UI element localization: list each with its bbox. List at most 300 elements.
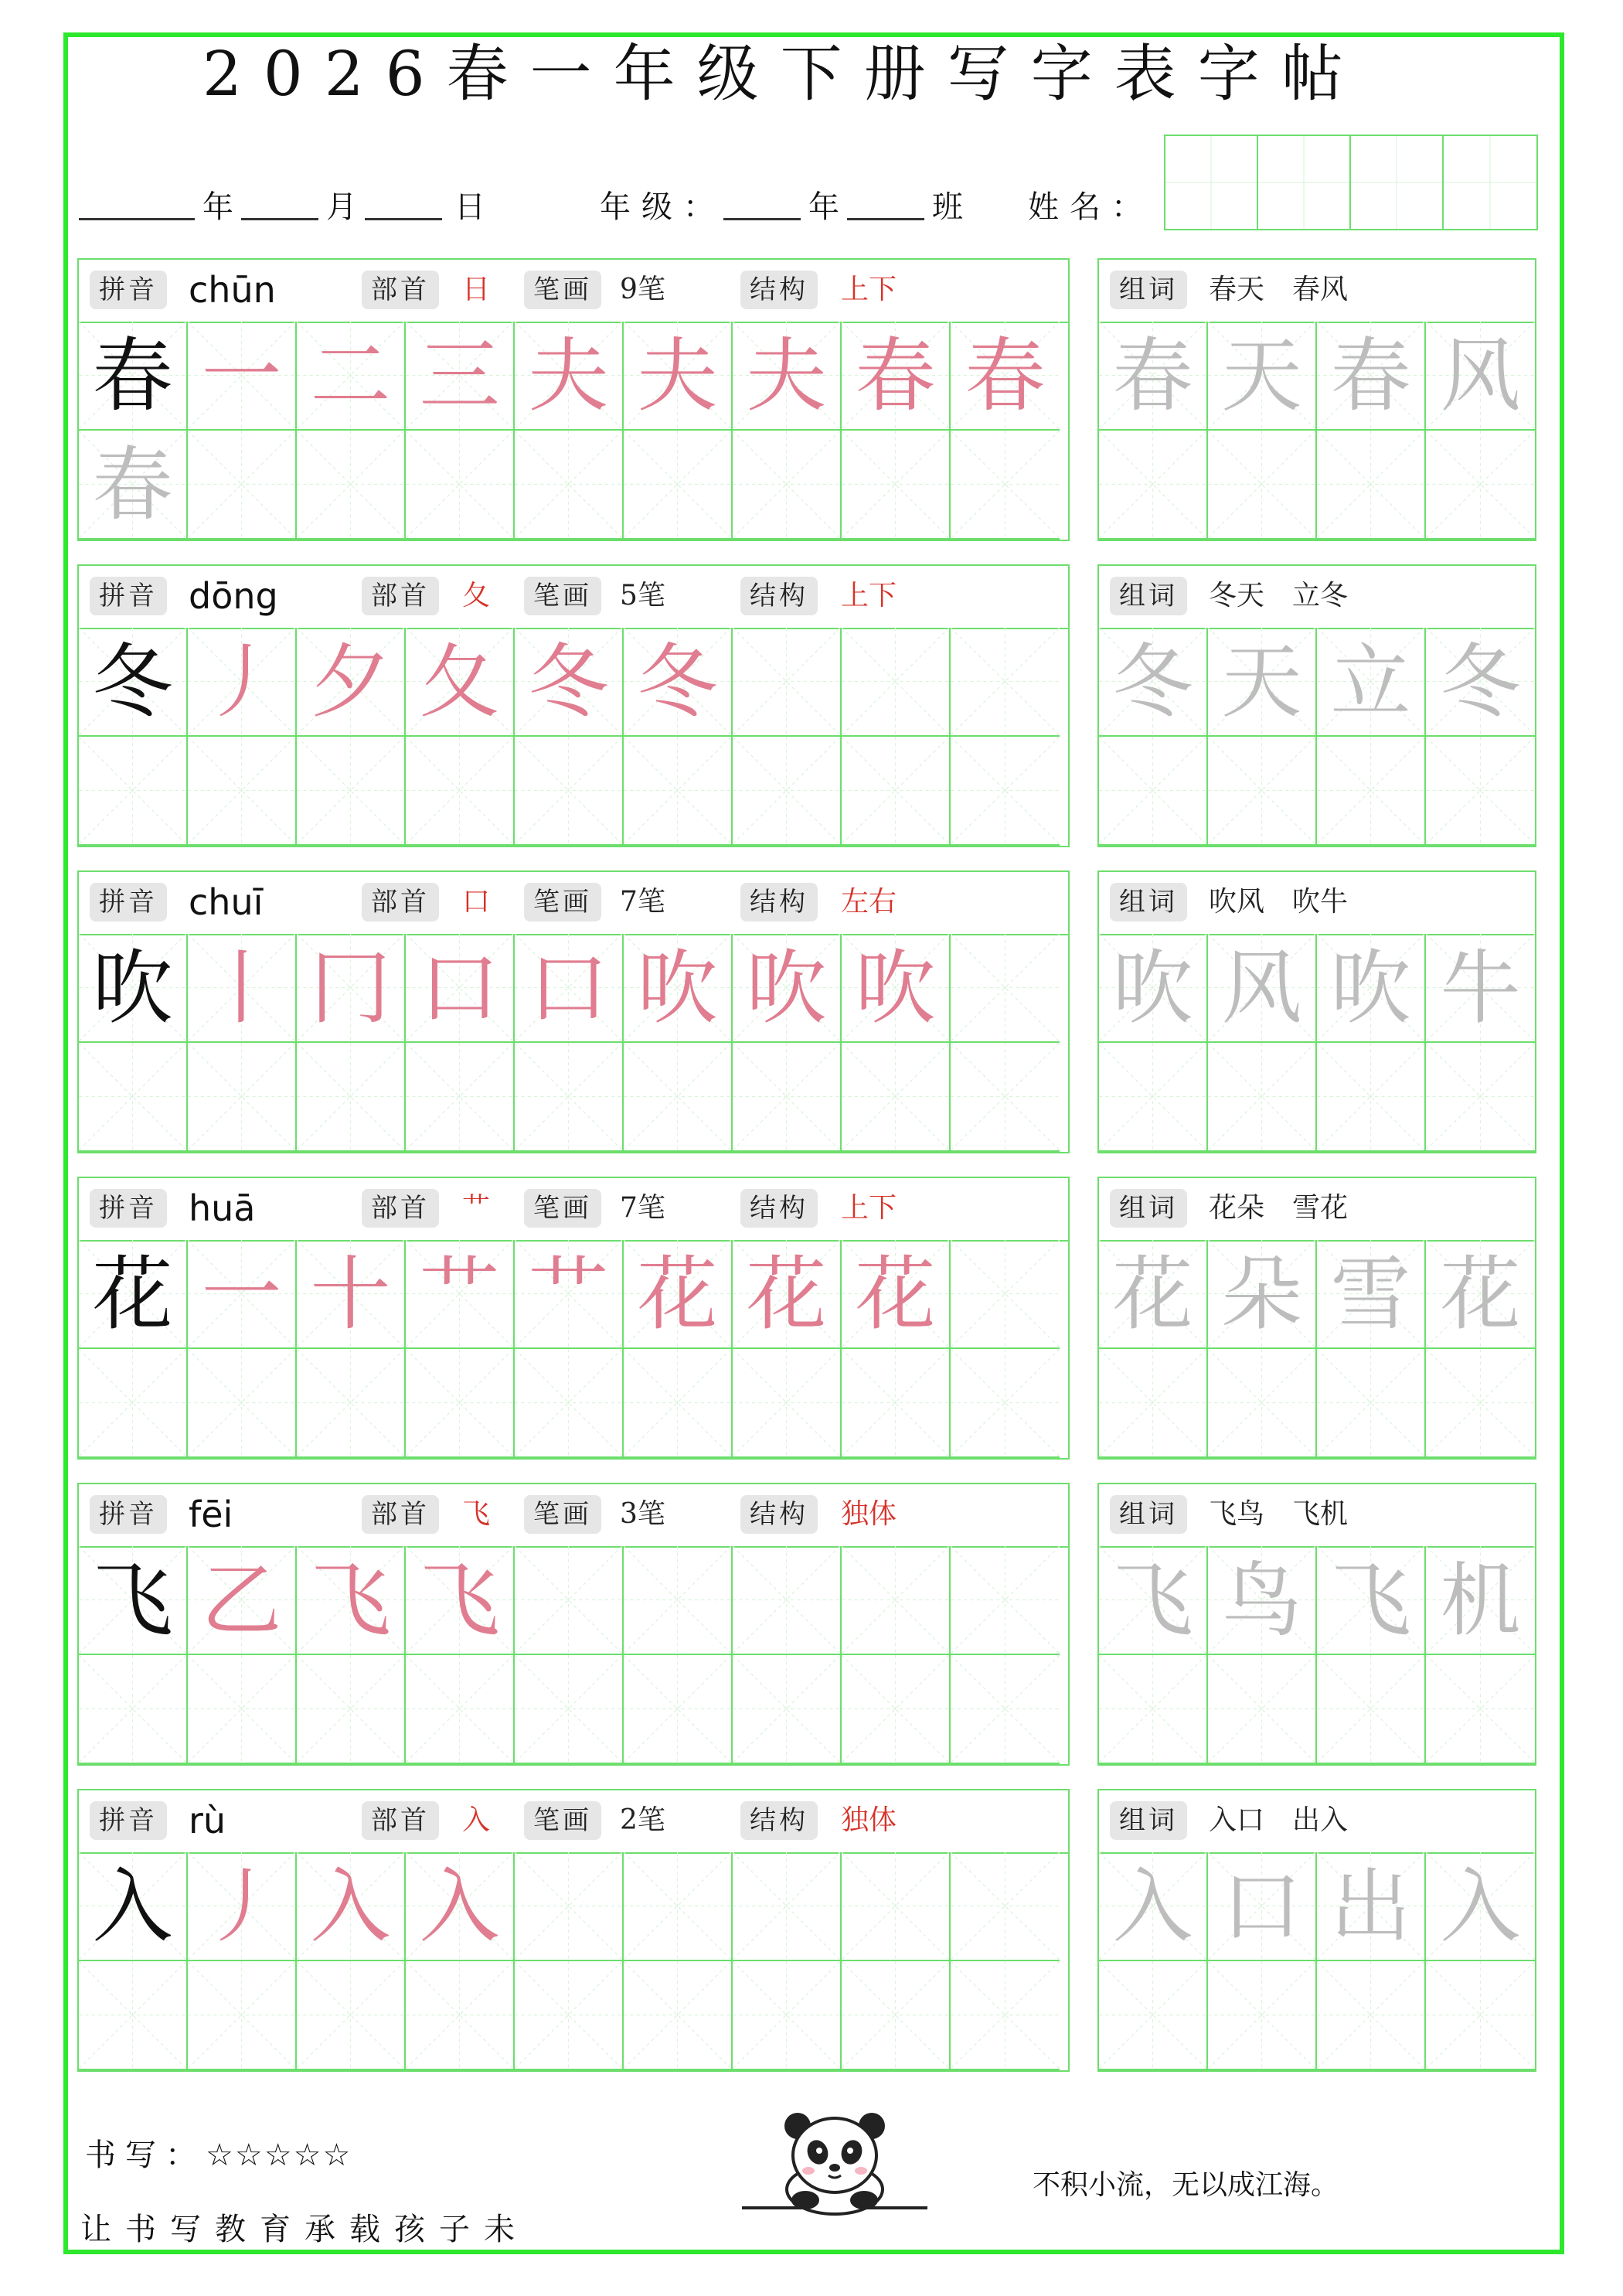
- words-value: 花朵 雪花: [1209, 1192, 1349, 1224]
- word-card: [1097, 1177, 1536, 1460]
- words-tag: 组词: [1110, 1189, 1187, 1228]
- radical-tag: 部首: [362, 1495, 439, 1534]
- word-practice-cell[interactable]: [1426, 1655, 1535, 1764]
- stroke-step-cell[interactable]: [515, 1546, 624, 1655]
- practice-cell[interactable]: [842, 431, 951, 540]
- practice-cell[interactable]: [733, 1349, 842, 1458]
- glyph: 朵: [1221, 1246, 1302, 1341]
- stroke-step-cell[interactable]: [842, 322, 951, 431]
- words-value: 春天 春风: [1209, 274, 1349, 305]
- word-practice-cell[interactable]: [1317, 1349, 1426, 1458]
- glyph: 牛: [1440, 940, 1521, 1035]
- stroke-row: [79, 1240, 1060, 1349]
- practice-row: [79, 1961, 1060, 2070]
- glyph: 天: [1221, 328, 1302, 423]
- word-practice-cell[interactable]: [1317, 431, 1426, 540]
- glyph: 吹: [855, 940, 936, 1035]
- strokes-tag: 笔画: [524, 1495, 601, 1534]
- word-practice-cell[interactable]: [1208, 1349, 1317, 1458]
- glyph: 天: [1221, 634, 1302, 729]
- grade-year-blank[interactable]: [723, 218, 801, 220]
- structure-value: 独体: [841, 1498, 897, 1530]
- name-cell[interactable]: [1165, 136, 1258, 229]
- glyph: 夕: [310, 634, 391, 729]
- stroke-step-cell[interactable]: [188, 322, 297, 431]
- practice-cell[interactable]: [733, 1655, 842, 1764]
- practice-cell[interactable]: [79, 1961, 188, 2070]
- words-value: 吹风 吹牛: [1209, 886, 1349, 918]
- glyph: 三: [419, 328, 500, 423]
- words-tag: 组词: [1110, 1495, 1187, 1534]
- practice-cell[interactable]: [624, 431, 733, 540]
- word-trace-row: [1099, 934, 1535, 1043]
- practice-cell[interactable]: [297, 1349, 406, 1458]
- words-tag: 组词: [1110, 1801, 1187, 1840]
- practice-cell[interactable]: [297, 431, 406, 540]
- practice-cell[interactable]: [297, 1043, 406, 1152]
- glyph: 雪: [1330, 1246, 1411, 1341]
- words-tag: 组词: [1110, 883, 1187, 921]
- word-practice-row: [1099, 1961, 1535, 2070]
- radical-tag: 部首: [362, 883, 439, 921]
- char-card: [77, 258, 1070, 541]
- practice-cell[interactable]: [406, 1043, 515, 1152]
- practice-cell[interactable]: [515, 431, 624, 540]
- stroke-step-cell[interactable]: [951, 322, 1060, 431]
- model-char-cell[interactable]: [79, 1546, 188, 1655]
- glyph: 冬: [92, 634, 173, 729]
- stroke-row: [79, 934, 1060, 1043]
- month-label: 月: [326, 189, 368, 225]
- model-char-cell[interactable]: [79, 1852, 188, 1961]
- word-trace-cell[interactable]: [1208, 628, 1317, 737]
- word-trace-cell[interactable]: [1426, 1852, 1535, 1961]
- glyph: 夫: [528, 328, 609, 423]
- word-practice-cell[interactable]: [1099, 737, 1208, 846]
- glyph: 春: [92, 328, 173, 423]
- grade-label: 年级：: [600, 189, 725, 225]
- word-trace-cell[interactable]: [1208, 1546, 1317, 1655]
- word-trace-cell[interactable]: [1099, 322, 1208, 431]
- char-info: [79, 566, 1068, 629]
- word-practice-cell[interactable]: [1426, 1043, 1535, 1152]
- char-info: [79, 1790, 1068, 1854]
- word-practice-cell[interactable]: [1317, 737, 1426, 846]
- structure-value: 上下: [841, 274, 897, 305]
- word-practice-cell[interactable]: [1099, 1655, 1208, 1764]
- word-practice-cell[interactable]: [1426, 431, 1535, 540]
- word-practice-cell[interactable]: [1099, 431, 1208, 540]
- radical-tag: 部首: [362, 271, 439, 309]
- stroke-step-cell[interactable]: [406, 628, 515, 737]
- word-info: [1099, 1484, 1535, 1548]
- practice-cell[interactable]: [188, 1043, 297, 1152]
- glyph: 入: [92, 1858, 173, 1954]
- practice-cell[interactable]: [297, 1961, 406, 2070]
- glyph: 风: [1440, 328, 1521, 423]
- stroke-step-cell[interactable]: [624, 934, 733, 1043]
- practice-cell[interactable]: [188, 431, 297, 540]
- word-practice-cell[interactable]: [1317, 1961, 1426, 2070]
- glyph: 春: [92, 437, 173, 532]
- word-practice-cell[interactable]: [1208, 1961, 1317, 2070]
- stroke-step-cell[interactable]: [406, 1546, 515, 1655]
- word-trace-cell[interactable]: [1426, 934, 1535, 1043]
- char-info: [79, 1484, 1068, 1548]
- stroke-step-cell[interactable]: [406, 1852, 515, 1961]
- month-blank[interactable]: [241, 218, 318, 220]
- word-trace-cell[interactable]: [1099, 1240, 1208, 1349]
- stroke-step-cell[interactable]: [297, 628, 406, 737]
- glyph: 飞: [310, 1552, 391, 1647]
- strokes-tag: 笔画: [524, 1801, 601, 1840]
- practice-cell[interactable]: [406, 737, 515, 846]
- stroke-step-cell[interactable]: [842, 1852, 951, 1961]
- pinyin-value: rù: [189, 1800, 226, 1841]
- practice-cell[interactable]: [515, 737, 624, 846]
- grade-class-blank[interactable]: [847, 218, 924, 220]
- structure-value: 上下: [841, 1192, 897, 1224]
- glyph: 丿: [201, 1858, 282, 1954]
- glyph: 一: [201, 1246, 282, 1341]
- word-info: [1099, 260, 1535, 323]
- word-trace-cell[interactable]: [1208, 1240, 1317, 1349]
- glyph: 艹: [419, 1246, 500, 1341]
- stroke-step-cell[interactable]: [733, 628, 842, 737]
- glyph: 花: [92, 1246, 173, 1341]
- practice-cell[interactable]: [79, 1349, 188, 1458]
- stroke-step-cell[interactable]: [188, 1546, 297, 1655]
- stroke-step-cell[interactable]: [842, 628, 951, 737]
- stroke-step-cell[interactable]: [406, 934, 515, 1043]
- stroke-step-cell[interactable]: [951, 1240, 1060, 1349]
- stroke-step-cell[interactable]: [515, 628, 624, 737]
- radical-value: 飞: [462, 1498, 491, 1530]
- stroke-step-cell[interactable]: [515, 322, 624, 431]
- practice-cell[interactable]: [951, 1043, 1060, 1152]
- practice-cell[interactable]: [951, 737, 1060, 846]
- grade-year-label: 年: [808, 189, 850, 225]
- word-practice-cell[interactable]: [1208, 1655, 1317, 1764]
- practice-cell[interactable]: [79, 1655, 188, 1764]
- word-trace-cell[interactable]: [1426, 1240, 1535, 1349]
- stroke-step-cell[interactable]: [188, 1240, 297, 1349]
- strokes-value: 2笔: [620, 1804, 665, 1836]
- grade-class-label: 班: [932, 189, 974, 225]
- model-char-cell[interactable]: [79, 1240, 188, 1349]
- practice-row: [79, 1043, 1060, 1152]
- word-trace-cell[interactable]: [1099, 628, 1208, 737]
- stroke-step-cell[interactable]: [297, 1546, 406, 1655]
- word-card: [1097, 1483, 1536, 1766]
- practice-cell[interactable]: [624, 1655, 733, 1764]
- glyph: 吹: [1112, 940, 1193, 1035]
- practice-cell[interactable]: [406, 1961, 515, 2070]
- glyph: 花: [746, 1246, 827, 1341]
- glyph: 机: [1440, 1552, 1521, 1647]
- stroke-step-cell[interactable]: [188, 934, 297, 1043]
- strokes-value: 9笔: [620, 274, 665, 305]
- radical-tag: 部首: [362, 1801, 439, 1840]
- stroke-step-cell[interactable]: [188, 1852, 297, 1961]
- pinyin-value: huā: [189, 1187, 256, 1229]
- word-info: [1099, 1790, 1535, 1854]
- stroke-step-cell[interactable]: [297, 934, 406, 1043]
- word-trace-cell[interactable]: [1317, 1240, 1426, 1349]
- word-info: [1099, 1178, 1535, 1242]
- motto: 不积小流，无以成江海。: [1033, 2169, 1339, 2201]
- glyph: 飞: [1330, 1552, 1411, 1647]
- glyph: 冬: [528, 634, 609, 729]
- pinyin-tag: 拼音: [90, 1801, 167, 1840]
- practice-cell[interactable]: [842, 1961, 951, 2070]
- word-card: [1097, 1789, 1536, 2072]
- word-practice-cell[interactable]: [1426, 1349, 1535, 1458]
- word-practice-cell[interactable]: [1208, 431, 1317, 540]
- day-blank[interactable]: [365, 218, 442, 220]
- strokes-value: 3笔: [620, 1498, 665, 1530]
- radical-value: 艹: [462, 1192, 491, 1224]
- stroke-step-cell[interactable]: [624, 1240, 733, 1349]
- word-trace-cell[interactable]: [1208, 934, 1317, 1043]
- word-practice-cell[interactable]: [1208, 737, 1317, 846]
- glyph: 丨: [201, 940, 282, 1035]
- glyph: 冂: [310, 940, 391, 1035]
- words-value: 冬天 立冬: [1209, 580, 1349, 611]
- page-title: 2026春一年级下册写字表字帖: [202, 38, 1365, 110]
- structure-tag: 结构: [740, 577, 818, 615]
- practice-cell[interactable]: [842, 737, 951, 846]
- word-practice-cell[interactable]: [1099, 1043, 1208, 1152]
- stroke-step-cell[interactable]: [733, 934, 842, 1043]
- glyph: 乙: [201, 1552, 282, 1647]
- practice-row: [79, 1655, 1060, 1764]
- word-trace-row: [1099, 1546, 1535, 1655]
- word-trace-cell[interactable]: [1317, 1852, 1426, 1961]
- pinyin-value: fēi: [189, 1494, 233, 1535]
- words-tag: 组词: [1110, 577, 1187, 615]
- stroke-step-cell[interactable]: [951, 628, 1060, 737]
- word-trace-cell[interactable]: [1099, 1852, 1208, 1961]
- structure-value: 上下: [841, 580, 897, 611]
- model-char-cell[interactable]: [79, 934, 188, 1043]
- practice-cell[interactable]: [515, 1043, 624, 1152]
- word-practice-cell[interactable]: [1317, 1043, 1426, 1152]
- word-trace-row: [1099, 1240, 1535, 1349]
- glyph: 吹: [1330, 940, 1411, 1035]
- glyph: 夫: [746, 328, 827, 423]
- word-trace-cell[interactable]: [1099, 934, 1208, 1043]
- model-char-cell[interactable]: [79, 628, 188, 737]
- stroke-step-cell[interactable]: [733, 1240, 842, 1349]
- char-info: [79, 1178, 1068, 1242]
- glyph: 入: [419, 1858, 500, 1954]
- stroke-step-cell[interactable]: [951, 934, 1060, 1043]
- radical-value: 日: [462, 274, 491, 305]
- word-practice-cell[interactable]: [1099, 1961, 1208, 2070]
- glyph: 冬: [637, 634, 718, 729]
- rating-stars[interactable]: ☆☆☆☆☆: [206, 2138, 352, 2173]
- stroke-step-cell[interactable]: [624, 322, 733, 431]
- stroke-step-cell[interactable]: [842, 1546, 951, 1655]
- practice-cell[interactable]: [79, 1043, 188, 1152]
- rating-label: 书写：: [85, 2138, 206, 2173]
- name-cell[interactable]: [1258, 136, 1351, 229]
- glyph: 鸟: [1221, 1552, 1302, 1647]
- practice-cell[interactable]: [297, 737, 406, 846]
- stroke-step-cell[interactable]: [733, 1546, 842, 1655]
- word-practice-cell[interactable]: [1426, 1961, 1535, 2070]
- practice-cell[interactable]: [951, 1655, 1060, 1764]
- word-practice-row: [1099, 431, 1535, 540]
- structure-tag: 结构: [740, 1189, 818, 1228]
- name-grid[interactable]: [1164, 135, 1538, 230]
- practice-cell[interactable]: [842, 1655, 951, 1764]
- stroke-step-cell[interactable]: [188, 628, 297, 737]
- stroke-step-cell[interactable]: [515, 1240, 624, 1349]
- glyph: 艹: [528, 1246, 609, 1341]
- word-trace-cell[interactable]: [1317, 628, 1426, 737]
- pinyin-tag: 拼音: [90, 271, 167, 309]
- practice-cell[interactable]: [951, 1961, 1060, 2070]
- pinyin-tag: 拼音: [90, 577, 167, 615]
- strokes-tag: 笔画: [524, 577, 601, 615]
- stroke-row: [79, 628, 1060, 737]
- practice-cell[interactable]: [733, 737, 842, 846]
- word-practice-cell[interactable]: [1099, 1349, 1208, 1458]
- glyph: 冬: [1112, 634, 1193, 729]
- glyph: 吹: [92, 940, 173, 1035]
- stroke-step-cell[interactable]: [406, 322, 515, 431]
- char-card: [77, 564, 1070, 847]
- practice-cell[interactable]: [515, 1961, 624, 2070]
- stroke-step-cell[interactable]: [406, 1240, 515, 1349]
- name-label: 姓名：: [1028, 189, 1153, 225]
- glyph: 十: [310, 1246, 391, 1341]
- glyph: 入: [310, 1858, 391, 1954]
- word-trace-cell[interactable]: [1426, 628, 1535, 737]
- word-practice-cell[interactable]: [1426, 737, 1535, 846]
- practice-cell[interactable]: [79, 737, 188, 846]
- practice-cell[interactable]: [188, 1655, 297, 1764]
- practice-cell[interactable]: [515, 1655, 624, 1764]
- word-card: [1097, 870, 1536, 1153]
- glyph: 花: [855, 1246, 936, 1341]
- strokes-tag: 笔画: [524, 1189, 601, 1228]
- glyph: 春: [1112, 328, 1193, 423]
- name-cell[interactable]: [1444, 136, 1536, 229]
- word-practice-row: [1099, 1043, 1535, 1152]
- radical-tag: 部首: [362, 577, 439, 615]
- practice-cell[interactable]: [624, 1349, 733, 1458]
- word-practice-cell[interactable]: [1208, 1043, 1317, 1152]
- stroke-step-cell[interactable]: [842, 1240, 951, 1349]
- word-trace-cell[interactable]: [1099, 1546, 1208, 1655]
- stroke-step-cell[interactable]: [297, 1852, 406, 1961]
- practice-cell[interactable]: [406, 1349, 515, 1458]
- stroke-step-cell[interactable]: [624, 1546, 733, 1655]
- practice-cell[interactable]: [188, 737, 297, 846]
- word-trace-cell[interactable]: [1208, 322, 1317, 431]
- practice-cell[interactable]: [951, 431, 1060, 540]
- stroke-step-cell[interactable]: [951, 1546, 1060, 1655]
- practice-cell[interactable]: [951, 1349, 1060, 1458]
- char-card: [77, 1789, 1070, 2072]
- word-trace-cell[interactable]: [1317, 1546, 1426, 1655]
- radical-value: 口: [462, 886, 491, 918]
- word-practice-row: [1099, 1349, 1535, 1458]
- stroke-step-cell[interactable]: [733, 322, 842, 431]
- strokes-tag: 笔画: [524, 271, 601, 309]
- word-trace-cell[interactable]: [1317, 934, 1426, 1043]
- practice-cell[interactable]: [733, 1961, 842, 2070]
- glyph: 夂: [419, 634, 500, 729]
- word-trace-cell[interactable]: [1208, 1852, 1317, 1961]
- word-trace-row: [1099, 1852, 1535, 1961]
- practice-row: [79, 737, 1060, 846]
- glyph: 吹: [746, 940, 827, 1035]
- words-value: 入口 出入: [1209, 1804, 1349, 1836]
- practice-cell[interactable]: [406, 1655, 515, 1764]
- stroke-step-cell[interactable]: [515, 1852, 624, 1961]
- practice-cell[interactable]: [188, 1961, 297, 2070]
- name-cell[interactable]: [1351, 136, 1444, 229]
- practice-cell[interactable]: [624, 1043, 733, 1152]
- stroke-step-cell[interactable]: [842, 934, 951, 1043]
- practice-cell[interactable]: [842, 1349, 951, 1458]
- glyph: 口: [419, 940, 500, 1035]
- structure-value: 独体: [841, 1804, 897, 1836]
- stroke-step-cell[interactable]: [951, 1852, 1060, 1961]
- year-blank[interactable]: [79, 218, 195, 220]
- model-char-cell[interactable]: [79, 322, 188, 431]
- practice-cell[interactable]: [79, 431, 188, 540]
- stroke-step-cell[interactable]: [624, 628, 733, 737]
- stroke-step-cell[interactable]: [624, 1852, 733, 1961]
- practice-cell[interactable]: [624, 737, 733, 846]
- practice-cell[interactable]: [733, 431, 842, 540]
- practice-cell[interactable]: [188, 1349, 297, 1458]
- word-trace-cell[interactable]: [1317, 322, 1426, 431]
- practice-cell[interactable]: [297, 1655, 406, 1764]
- practice-cell[interactable]: [406, 431, 515, 540]
- glyph: 飞: [419, 1552, 500, 1647]
- structure-tag: 结构: [740, 271, 818, 309]
- stroke-step-cell[interactable]: [297, 322, 406, 431]
- day-label: 日: [454, 189, 496, 225]
- stroke-step-cell[interactable]: [297, 1240, 406, 1349]
- word-practice-cell[interactable]: [1317, 1655, 1426, 1764]
- practice-cell[interactable]: [733, 1043, 842, 1152]
- word-trace-cell[interactable]: [1426, 1546, 1535, 1655]
- words-value: 飞鸟 飞机: [1209, 1498, 1349, 1530]
- stroke-step-cell[interactable]: [515, 934, 624, 1043]
- practice-cell[interactable]: [624, 1961, 733, 2070]
- glyph: 一: [201, 328, 282, 423]
- char-info: [79, 872, 1068, 935]
- words-tag: 组词: [1110, 271, 1187, 309]
- glyph: 春: [1330, 328, 1411, 423]
- practice-cell[interactable]: [515, 1349, 624, 1458]
- char-card: [77, 1177, 1070, 1460]
- stroke-step-cell[interactable]: [733, 1852, 842, 1961]
- practice-cell[interactable]: [842, 1043, 951, 1152]
- radical-value: 入: [462, 1804, 491, 1836]
- glyph: 丿: [201, 634, 282, 729]
- word-trace-cell[interactable]: [1426, 322, 1535, 431]
- stroke-row: [79, 322, 1060, 431]
- slogan: 让书写教育承载孩子未: [80, 2212, 529, 2247]
